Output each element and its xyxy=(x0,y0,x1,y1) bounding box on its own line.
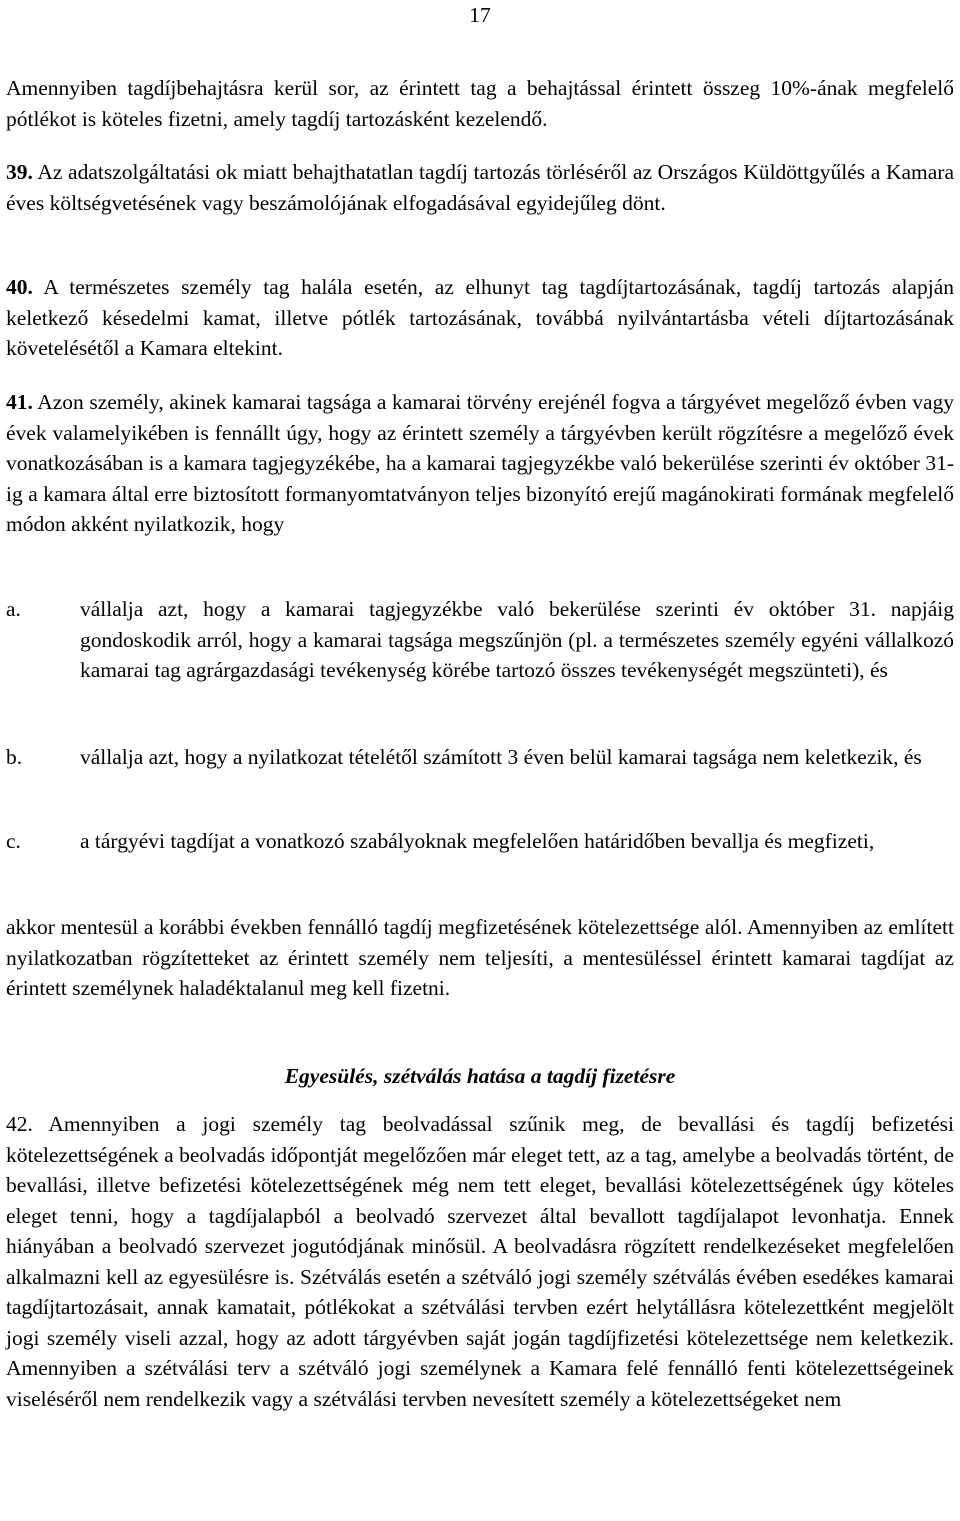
clause-40-text: A természetes személy tag halála esetén, az elhunyt tag tagdíjtartozásának, tagdíj tartozás alapján keletkező késedelmi kamat, illetve pótlék tartozásának, továbbá nyilvántartásba vételi díjtartozásának követelésétől a Kamara eltekint. xyxy=(6,275,954,360)
clause-42 xyxy=(6,1109,954,1414)
list-item xyxy=(6,826,954,857)
page-number: 17 xyxy=(469,3,491,27)
clause-40-number: 40. xyxy=(6,275,33,299)
intro-paragraph: Amennyiben tagdíjbehajtásra kerül sor, az érintett tag a behajtással érintett összeg 10%-ának megfelelő pótlékot is köteles fizetni, amely tagdíj tartozásként kezelendő. xyxy=(6,76,954,131)
list-item-marker: a. xyxy=(6,597,21,621)
list-item-text: a tárgyévi tagdíjat a vonatkozó szabályoknak megfelelően határidőben bevallja és megfizeti, xyxy=(80,829,875,853)
list-item-marker: c. xyxy=(6,829,21,853)
clause-41 xyxy=(6,387,954,540)
clause-42-number: 42. xyxy=(6,1112,33,1136)
clause-41-number: 41. xyxy=(6,390,33,414)
list-item-text: vállalja azt, hogy a nyilatkozat tételétől számított 3 éven belül kamarai tagsága nem keletkezik, és xyxy=(80,745,922,769)
clause-39 xyxy=(6,157,954,218)
clause-42-text: Amennyiben a jogi személy tag beolvadással szűnik meg, de bevallási és tagdíj befizetési kötelezettségének a beolvadás időpontját megelőzően már eleget tett, az a tag, amelybe a beolvadás történt, de bevallási, illetve befizetési kötelezettségének még nem tett eleget, bevallási kötelezettségének úgy köteles eleget tenni, hogy a tagdíjalapból a beolvadó szervezet által bevallott tagdíjalapot levonhatja. Ennek hiányában a beolvadó szervezet jogutódjának minősül. A beolvadásra rögzített rendelkezéseket megfelelően alkalmazni kell az egyesülésre is. Szétválás esetén a szétváló jogi személy szétválás évében esedékes kamarai tagdíjtartozásait, annak kamatait, pótlékokat a szétválási tervben ezért helytállásra kötelezettként megjelölt jogi személy viseli azzal, hogy az adott tárgyévben saját jogán tagdíjfizetési kötelezettsége nem keletkezik. Amennyiben a szétválási terv a szétváló jogi személynek a Kamara felé fennálló fenti kötelezettségeinek viseléséről nem rendelkezik vagy a szétválási tervben nevesített személy a kötelezettségeket nem xyxy=(6,1112,954,1411)
clause-39-number: 39. xyxy=(6,160,33,184)
list-item xyxy=(6,742,954,773)
list-item-marker: b. xyxy=(6,745,23,769)
list-item xyxy=(6,594,954,686)
list-item-text: vállalja azt, hogy a kamarai tagjegyzékbe való bekerülése szerinti év október 31. napjáig gondoskodik arról, hogy a kamarai tagsága megszűnjön (pl. a természetes személy egyéni vállalkozó kamarai tag agrárgazdasági tevékenység körébe tartozó összes tevékenységét megszünteti), és xyxy=(80,597,954,682)
clause-41-conclusion: akkor mentesül a korábbi években fennálló tagdíj megfizetésének kötelezettsége alól. Amennyiben az említett nyilatkozatban rögzítetteket az érintett személy nem teljesíti, a mentesüléssel érintett kamarai tagdíjat az érintett személynek haladéktalanul meg kell fizetni. xyxy=(6,915,954,1000)
clause-41-text: Azon személy, akinek kamarai tagsága a kamarai törvény erejénél fogva a tárgyévet megelőző évben vagy évek valamelyikében is fennállt úgy, hogy az érintett személy a tárgyévben került rögzítésre a megelőző évek vonatkozásában is a kamara tagjegyzékébe, ha a kamarai tagjegyzékbe való bekerülése szerinti év október 31-ig a kamara által erre biztosított formanyomtatványon teljes bizonyító erejű magánokirati formának megfelelő módon akként nyilatkozik, hogy xyxy=(6,390,954,536)
clause-39-text: Az adatszolgáltatási ok miatt behajthatatlan tagdíj tartozás törléséről az Országos Küldöttgyűlés a Kamara éves költségvetésének vagy beszámolójának elfogadásával egyidejűleg dönt. xyxy=(6,160,954,215)
clause-40 xyxy=(6,272,954,364)
section-heading: Egyesülés, szétválás hatása a tagdíj fizetésre xyxy=(284,1064,676,1088)
